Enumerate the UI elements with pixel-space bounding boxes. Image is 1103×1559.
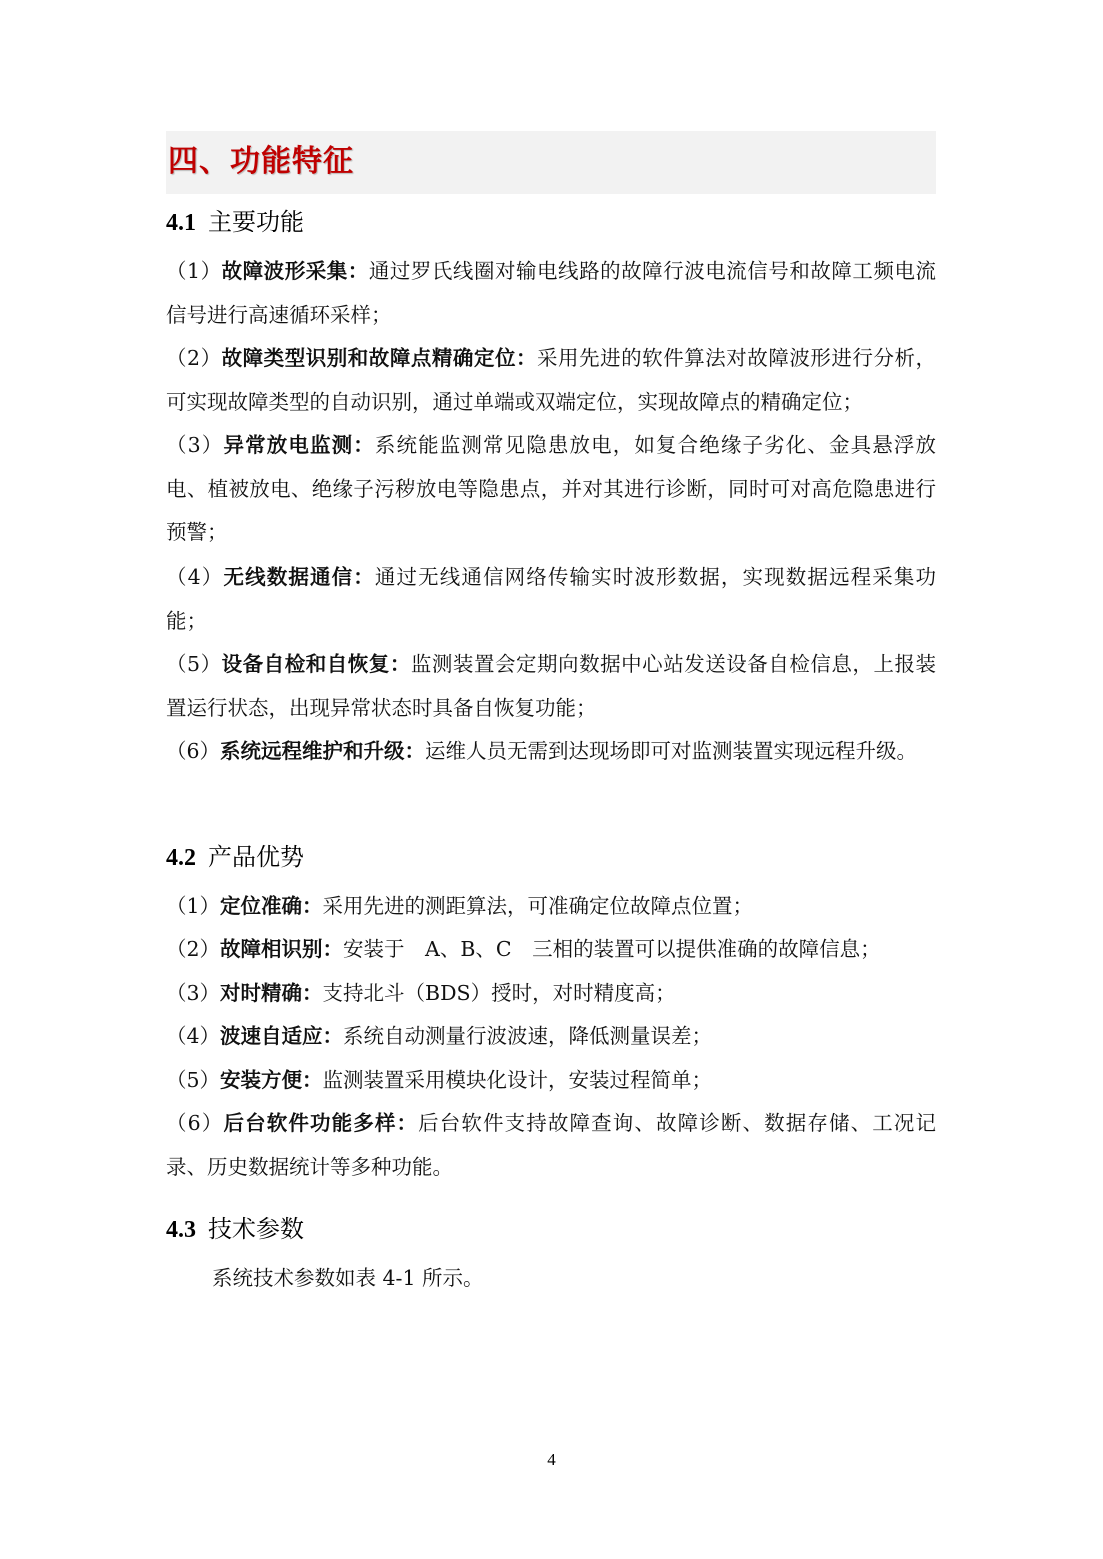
item-text: 通过无线通信网络传输实时波形数据，实现数据远程采集功能； [166,565,937,633]
item-marker: （4） [166,565,224,589]
item-marker: （3） [166,433,224,457]
list-item [166,928,936,972]
item-label: 故障相识别： [220,937,344,961]
chapter-title: 四、功能特征 [168,144,354,179]
item-text: 通过罗氏线圈对输电线路的故障行波电流信号和故障工频电流信号进行高速循环采样； [166,259,936,327]
list-item [166,730,936,774]
item-marker: （6） [166,1111,224,1135]
item-marker: （2） [166,346,222,370]
item-label: 后台软件功能多样： [223,1111,419,1135]
section-number: 4.1 [166,210,196,236]
list-item [166,1015,936,1059]
item-label: 设备自检和自恢复： [221,652,411,676]
item-label: 定位准确： [220,894,323,918]
item-marker: （1） [166,259,222,283]
list-item [166,1059,936,1103]
section-heading-4-2 [166,840,304,875]
item-marker: （4） [166,1024,221,1048]
item-label: 安装方便： [220,1068,323,1092]
list-item [166,1102,936,1189]
item-label: 无线数据通信： [223,565,375,589]
item-marker: （1） [166,894,221,918]
item-label: 异常放电监测： [223,433,375,457]
section-title: 产品优势 [208,843,304,871]
item-marker: （5） [166,1068,221,1092]
list-item [166,972,936,1016]
section-title: 主要功能 [208,208,304,236]
item-text: 监测装置会定期向数据中心站发送设备自检信息，上报装置运行状态，出现异常状态时具备自恢复功能； [166,652,937,720]
item-text: 采用先进的测距算法，可准确定位故障点位置； [322,894,754,918]
item-marker: （2） [166,937,221,961]
body-paragraph: 系统技术参数如表 4-1 所示。 [212,1266,484,1290]
section-number: 4.2 [166,845,196,871]
list-item [166,337,936,424]
item-text: 监测装置采用模块化设计，安装过程简单； [322,1068,713,1092]
list-item [166,424,936,555]
item-text: 运维人员无需到达现场即可对监测装置实现远程升级。 [425,739,918,763]
list-item [166,250,936,337]
section-heading-4-1 [166,205,304,240]
item-text: 支持北斗（BDS）授时，对时精度高； [322,981,676,1005]
list-item [166,885,936,929]
item-marker: （5） [166,652,222,676]
item-marker: （3） [166,981,221,1005]
list-item [166,556,936,643]
item-marker: （6） [166,739,221,763]
item-label: 系统远程维护和升级： [220,739,426,763]
section-heading-4-3 [166,1212,304,1247]
page-number: 4 [547,1450,556,1469]
item-label: 故障波形采集： [221,259,369,283]
item-label: 故障类型识别和故障点精确定位： [221,346,538,370]
item-text: 系统自动测量行波波速，降低测量误差； [343,1024,713,1048]
item-label: 对时精确： [220,981,323,1005]
section-number: 4.3 [166,1217,196,1243]
item-text: 安装于 A、B、C 三相的装置可以提供准确的故障信息； [343,937,881,961]
item-text: 采用先进的软件算法对故障波形进行分析，可实现故障类型的自动识别，通过单端或双端定位，实现故障点的精确定位； [166,346,937,414]
item-label: 波速自适应： [220,1024,344,1048]
list-item [166,643,936,730]
item-text: 后台软件支持故障查询、故障诊断、数据存储、工况记录、历史数据统计等多种功能。 [166,1111,937,1179]
item-text: 系统能监测常见隐患放电，如复合绝缘子劣化、金具悬浮放电、植被放电、绝缘子污秽放电等隐患点，并对其进行诊断，同时可对高危隐患进行预警； [166,433,937,544]
section-title: 技术参数 [208,1215,304,1243]
